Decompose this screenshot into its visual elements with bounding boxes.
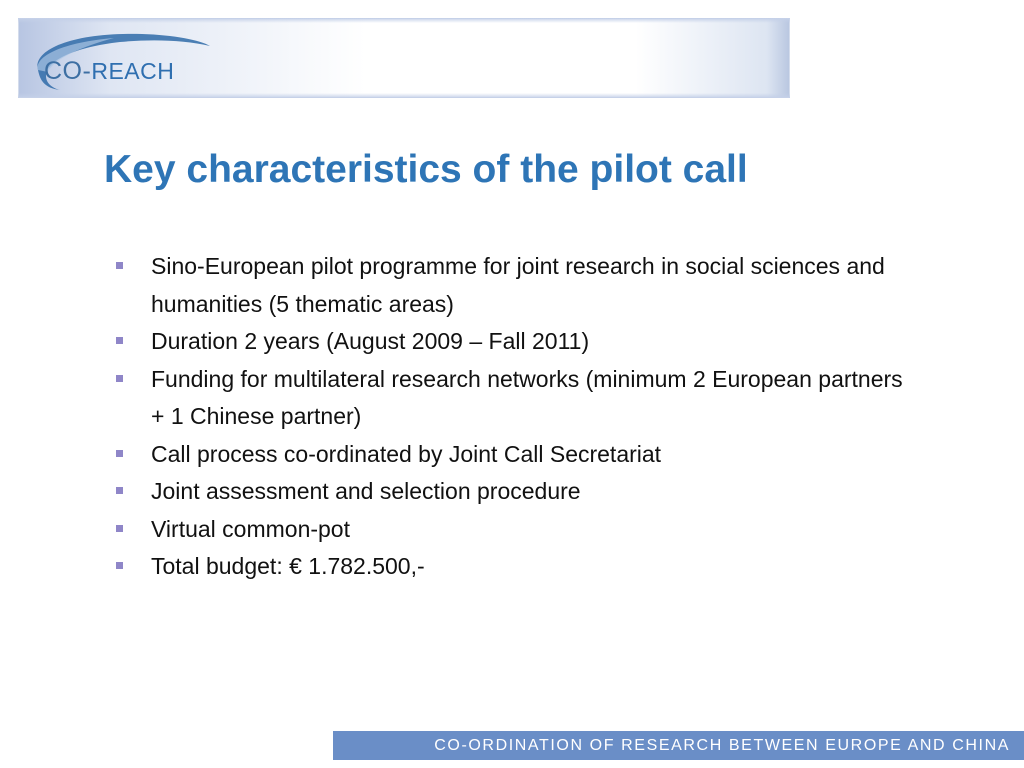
bullet-item <box>113 473 913 511</box>
bullet-text: Sino-European pilot programme for joint research in social sciences and humanities (5 thematic areas) <box>151 253 885 317</box>
footer-text: CO-ORDINATION OF RESEARCH BETWEEN EUROPE AND CHINA <box>434 736 1010 754</box>
logo-prefix: CO- <box>44 57 92 85</box>
square-bullet-icon <box>116 525 123 532</box>
bullet-text: Call process co-ordinated by Joint Call Secretariat <box>151 440 662 467</box>
bullet-text: Joint assessment and selection procedure <box>151 478 581 504</box>
bullet-text: Total budget: € 1.782.500,- <box>151 553 425 579</box>
square-bullet-icon <box>116 262 123 269</box>
bullet-item <box>113 248 913 323</box>
bullet-item <box>113 323 913 361</box>
bullet-item <box>113 511 913 549</box>
bullet-text: Duration 2 years (August 2009 – Fall 2011) <box>151 328 590 354</box>
bullet-item <box>113 361 913 436</box>
logo-name: REACH <box>91 58 175 84</box>
square-bullet-icon <box>116 375 123 382</box>
bullet-item <box>113 548 913 586</box>
bullet-text: Funding for multilateral research networks (minimum 2 European partners + 1 Chinese partner) <box>151 365 903 429</box>
square-bullet-icon <box>116 487 123 494</box>
square-bullet-icon <box>116 562 123 569</box>
square-bullet-icon <box>116 450 123 457</box>
square-bullet-icon <box>116 337 123 344</box>
bullet-item <box>113 436 913 474</box>
slide-title: Key characteristics of the pilot call <box>104 148 748 191</box>
footer-band <box>333 731 1024 760</box>
bullet-list <box>113 248 913 586</box>
logo-banner <box>18 18 790 98</box>
bullet-text: Virtual common-pot <box>151 515 350 542</box>
logo-wordmark <box>44 57 174 86</box>
